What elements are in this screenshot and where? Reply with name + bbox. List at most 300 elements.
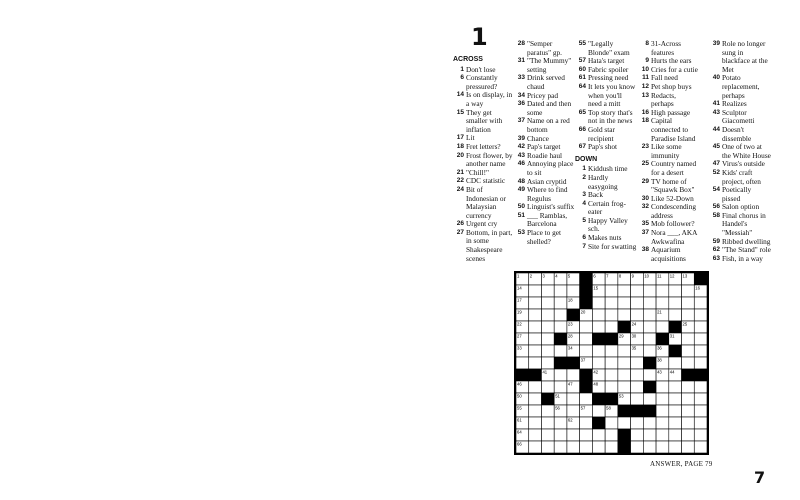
clue-text: Chance — [527, 133, 549, 143]
grid-cell[interactable] — [643, 417, 656, 429]
grid-cell[interactable] — [554, 321, 567, 333]
clue-item — [638, 203, 700, 220]
grid-cell[interactable] — [643, 309, 656, 321]
grid-cell-number: 24 — [631, 321, 637, 327]
clue-number: 17 — [456, 134, 464, 142]
grid-cell[interactable] — [682, 297, 695, 309]
grid-cell[interactable] — [541, 381, 554, 393]
clue-text: One of two at the White House — [722, 142, 771, 160]
grid-block-cell — [656, 333, 669, 345]
grid-cell-number: 3 — [542, 273, 545, 279]
grid-cell-number: 4 — [555, 273, 558, 279]
grid-cell[interactable] — [529, 357, 542, 369]
grid-cell[interactable] — [567, 441, 580, 453]
grid-cell[interactable] — [605, 417, 618, 429]
grid-cell[interactable] — [694, 309, 707, 321]
grid-cell-number: 36 — [657, 345, 662, 351]
grid-cell[interactable] — [541, 285, 554, 297]
grid-cell[interactable] — [541, 321, 554, 333]
grid-cell-number: 22 — [517, 321, 522, 327]
grid-block-cell — [580, 273, 593, 285]
grid-block-cell — [567, 357, 580, 369]
grid-cell[interactable] — [656, 441, 669, 453]
clue-item — [709, 169, 771, 186]
clue-number: 1 — [582, 165, 586, 173]
clue-number: 33 — [517, 74, 525, 82]
puzzle-number: 1 — [471, 23, 488, 51]
grid-cell-number: 29 — [618, 333, 624, 339]
grid-cell[interactable] — [669, 405, 682, 417]
grid-cell-number: 50 — [517, 393, 522, 399]
clue-item — [575, 126, 637, 143]
clue-number: 48 — [517, 177, 525, 185]
grid-cell[interactable] — [618, 417, 631, 429]
clue-item — [709, 126, 771, 143]
grid-cell[interactable] — [567, 369, 580, 381]
grid-cell[interactable] — [682, 441, 695, 453]
clue-number: 15 — [456, 108, 464, 116]
clue-number: 9 — [645, 57, 649, 65]
clue-item — [709, 255, 771, 264]
clue-number: 60 — [578, 65, 586, 73]
grid-cell[interactable] — [580, 345, 593, 357]
clue-number: 65 — [578, 108, 586, 116]
grid-block-cell — [592, 333, 605, 345]
clue-text: 31-Across features — [651, 39, 681, 57]
grid-cell[interactable] — [605, 345, 618, 357]
grid-cell[interactable] — [541, 333, 554, 345]
clue-number: 43 — [712, 108, 720, 116]
clue-text: Aquarium acquisitions — [651, 245, 686, 263]
grid-cell[interactable] — [580, 417, 593, 429]
grid-block-cell — [618, 429, 631, 441]
grid-cell[interactable] — [554, 309, 567, 321]
grid-cell[interactable] — [682, 285, 695, 297]
grid-cell-number: 45 — [682, 369, 688, 375]
grid-cell[interactable] — [694, 381, 707, 393]
grid-cell[interactable] — [643, 369, 656, 381]
grid-cell-number: 35 — [631, 345, 637, 351]
grid-cell[interactable] — [618, 357, 631, 369]
clue-text: Kiddush time — [588, 164, 628, 174]
clue-item — [453, 177, 515, 186]
grid-cell[interactable] — [618, 345, 631, 357]
clue-number: 46 — [517, 160, 525, 168]
grid-cell[interactable] — [554, 441, 567, 453]
clue-number: 24 — [456, 185, 464, 193]
grid-cell[interactable] — [656, 417, 669, 429]
crossword-grid-svg[interactable] — [516, 273, 707, 453]
clue-item — [709, 40, 771, 74]
clue-text: Place to get shelled? — [527, 228, 562, 246]
clue-text: Cries for a cutie — [651, 64, 698, 74]
clue-item — [514, 186, 576, 203]
grid-cell[interactable] — [656, 429, 669, 441]
grid-cell-number: 34 — [567, 345, 573, 351]
grid-block-cell — [669, 321, 682, 333]
clue-text: Certain frog-eater — [588, 198, 626, 217]
clue-item — [575, 83, 637, 109]
clue-item — [514, 212, 576, 229]
grid-cell[interactable] — [567, 285, 580, 297]
grid-cell[interactable] — [580, 429, 593, 441]
grid-cell[interactable] — [567, 429, 580, 441]
clue-item — [709, 109, 771, 126]
clue-item — [638, 117, 700, 143]
grid-cell-number: 37 — [580, 357, 586, 363]
grid-cell[interactable] — [605, 297, 618, 309]
grid-cell[interactable] — [516, 357, 529, 369]
clue-text: Fabric spoiler — [588, 64, 629, 74]
grid-cell[interactable] — [682, 393, 695, 405]
clue-text: Asian cryptid — [527, 176, 567, 186]
grid-cell-number: 31 — [669, 333, 675, 339]
clue-number: 27 — [456, 228, 464, 236]
clue-text: Poetically pissed — [722, 185, 752, 203]
clue-number: 14 — [456, 91, 464, 99]
grid-cell-number: 21 — [657, 309, 662, 315]
grid-cell[interactable] — [592, 297, 605, 309]
grid-cell[interactable] — [656, 297, 669, 309]
grid-cell[interactable] — [529, 285, 542, 297]
grid-cell[interactable] — [554, 345, 567, 357]
grid-cell[interactable] — [643, 333, 656, 345]
grid-cell[interactable] — [541, 417, 554, 429]
clue-number: 47 — [712, 160, 720, 168]
grid-block-cell — [580, 297, 593, 309]
clue-item — [453, 109, 515, 135]
grid-cell[interactable] — [631, 369, 644, 381]
grid-cell-number: 25 — [682, 321, 688, 327]
grid-cell[interactable] — [529, 333, 542, 345]
clue-number: 52 — [712, 168, 720, 176]
clue-number: 2 — [582, 173, 586, 181]
grid-cell[interactable] — [656, 381, 669, 393]
clue-column-2 — [514, 40, 576, 246]
clue-number: 66 — [578, 125, 586, 133]
grid-cell-number: 8 — [618, 273, 622, 279]
grid-cell[interactable] — [669, 357, 682, 369]
grid-cell[interactable] — [682, 345, 695, 357]
grid-cell[interactable] — [631, 417, 644, 429]
clue-text: Kids' craft project, often — [722, 167, 761, 186]
grid-cell[interactable] — [682, 333, 695, 345]
grid-cell[interactable] — [694, 321, 707, 333]
clue-text: Bottom, in part, in some Shakespeare scenes — [466, 227, 513, 263]
grid-cell[interactable] — [669, 297, 682, 309]
grid-cell-number: 7 — [606, 273, 609, 279]
crossword-grid[interactable] — [514, 271, 709, 455]
grid-cell[interactable] — [694, 441, 707, 453]
grid-cell[interactable] — [592, 321, 605, 333]
grid-cell[interactable] — [605, 369, 618, 381]
grid-cell[interactable] — [605, 441, 618, 453]
clue-text: Dated and then some — [527, 99, 572, 117]
grid-block-cell — [605, 393, 618, 405]
grid-cell[interactable] — [592, 345, 605, 357]
clue-text: Like some immunity — [651, 142, 682, 160]
clue-number: 37 — [641, 229, 649, 237]
grid-cell[interactable] — [631, 393, 644, 405]
grid-cell[interactable] — [541, 357, 554, 369]
clue-item — [575, 143, 637, 152]
grid-cell[interactable] — [605, 321, 618, 333]
grid-cell[interactable] — [631, 441, 644, 453]
grid-cell[interactable] — [554, 381, 567, 393]
grid-cell-number: 55 — [517, 405, 522, 411]
clue-item — [575, 200, 637, 217]
clue-item — [638, 92, 700, 109]
grid-cell[interactable] — [529, 345, 542, 357]
clue-text: Constantly pressured? — [466, 73, 498, 91]
clue-text: Virus's outside — [722, 159, 765, 169]
grid-block-cell — [694, 273, 707, 285]
grid-cell[interactable] — [605, 381, 618, 393]
grid-cell[interactable] — [592, 357, 605, 369]
grid-cell[interactable] — [580, 321, 593, 333]
grid-cell[interactable] — [694, 357, 707, 369]
grid-cell-number: 23 — [567, 321, 573, 327]
grid-cell[interactable] — [567, 405, 580, 417]
clue-item — [514, 57, 576, 74]
grid-cell[interactable] — [618, 309, 631, 321]
grid-cell[interactable] — [529, 393, 542, 405]
clue-text: Hata's target — [588, 56, 625, 66]
grid-cell[interactable] — [529, 429, 542, 441]
grid-block-cell — [592, 417, 605, 429]
grid-cell[interactable] — [682, 357, 695, 369]
grid-cell[interactable] — [694, 417, 707, 429]
clue-text: CDC statistic — [466, 176, 506, 186]
grid-cell[interactable] — [669, 417, 682, 429]
grid-cell[interactable] — [541, 309, 554, 321]
grid-cell-number: 13 — [682, 273, 688, 279]
clue-text: Happy Valley sch. — [588, 215, 628, 234]
grid-cell[interactable] — [618, 369, 631, 381]
grid-cell[interactable] — [643, 429, 656, 441]
grid-cell[interactable] — [618, 297, 631, 309]
clue-text: Pricey pad — [527, 90, 559, 100]
clue-item — [638, 229, 700, 246]
clue-number: 28 — [517, 40, 525, 47]
grid-cell[interactable] — [669, 429, 682, 441]
clue-item — [453, 229, 515, 263]
clue-text: Capital connected to Paradise Island — [651, 116, 696, 143]
clue-column-4 — [638, 40, 700, 263]
clue-number: 61 — [578, 74, 586, 82]
clue-text: Condescending address — [651, 202, 696, 220]
clue-number: 34 — [517, 91, 525, 99]
grid-cell[interactable] — [592, 309, 605, 321]
clue-text: "Chill!" — [466, 167, 489, 177]
clue-number: 7 — [582, 242, 586, 250]
grid-cell[interactable] — [580, 441, 593, 453]
clue-item — [514, 100, 576, 117]
clue-number: 57 — [578, 57, 586, 65]
grid-cell-number: 64 — [517, 429, 522, 435]
grid-cell[interactable] — [694, 405, 707, 417]
grid-cell[interactable] — [541, 345, 554, 357]
grid-cell[interactable] — [682, 405, 695, 417]
grid-cell-number: 67 — [618, 441, 624, 447]
clue-number: 43 — [517, 151, 525, 159]
grid-cell[interactable] — [605, 429, 618, 441]
grid-cell-number: 38 — [657, 357, 662, 363]
clue-text: Top story that's not in the news — [588, 107, 633, 126]
clue-text: Don't lose — [466, 64, 496, 74]
grid-cell[interactable] — [554, 297, 567, 309]
clue-text: Drink served chaud — [527, 73, 565, 91]
grid-cell[interactable] — [592, 429, 605, 441]
grid-cell[interactable] — [605, 357, 618, 369]
grid-cell[interactable] — [529, 297, 542, 309]
clue-item — [638, 178, 700, 195]
clue-number: 63 — [712, 254, 720, 262]
clue-number: 41 — [712, 100, 720, 108]
grid-cell[interactable] — [554, 285, 567, 297]
clue-text: Back — [588, 190, 603, 200]
clue-number: 3 — [582, 191, 586, 199]
clue-number: 31 — [517, 57, 525, 65]
clue-number: 10 — [641, 65, 649, 73]
clue-item — [453, 186, 515, 220]
grid-cell[interactable] — [669, 285, 682, 297]
grid-cell[interactable] — [529, 381, 542, 393]
grid-cell[interactable] — [529, 309, 542, 321]
clue-item — [638, 40, 700, 57]
grid-cell-number: 11 — [657, 273, 662, 279]
grid-cell[interactable] — [669, 393, 682, 405]
grid-cell[interactable] — [694, 429, 707, 441]
grid-cell-number: 18 — [567, 297, 573, 303]
grid-cell[interactable] — [682, 417, 695, 429]
clue-number: 64 — [578, 82, 586, 90]
grid-cell-number: 5 — [567, 273, 571, 279]
grid-cell[interactable] — [554, 417, 567, 429]
grid-cell[interactable] — [554, 369, 567, 381]
grid-block-cell — [618, 321, 631, 333]
grid-cell[interactable] — [631, 357, 644, 369]
grid-cell[interactable] — [682, 381, 695, 393]
clue-item — [575, 243, 637, 252]
clue-text: "The Mummy" setting — [527, 56, 572, 74]
grid-cell[interactable] — [631, 429, 644, 441]
grid-cell-number: 9 — [631, 273, 634, 279]
clue-number: 22 — [456, 177, 464, 185]
grid-cell-number: 19 — [517, 309, 522, 315]
clue-item — [514, 40, 576, 57]
clue-text: Pap's target — [527, 142, 561, 152]
grid-cell[interactable] — [529, 417, 542, 429]
grid-cell[interactable] — [656, 285, 669, 297]
clue-column-3 — [575, 40, 637, 251]
clue-number: 5 — [582, 216, 586, 224]
clue-item — [575, 217, 637, 234]
grid-cell[interactable] — [669, 309, 682, 321]
grid-cell[interactable] — [605, 285, 618, 297]
grid-cell[interactable] — [643, 297, 656, 309]
grid-cell[interactable] — [580, 333, 593, 345]
grid-cell[interactable] — [643, 393, 656, 405]
grid-cell[interactable] — [631, 309, 644, 321]
grid-cell[interactable] — [669, 381, 682, 393]
clue-text: It lets you know when you'll need a mitt — [588, 81, 636, 109]
clue-item — [709, 212, 771, 238]
grid-cell[interactable] — [694, 345, 707, 357]
grid-cell-number: 48 — [593, 381, 599, 387]
grid-cell[interactable] — [529, 321, 542, 333]
grid-block-cell — [554, 357, 567, 369]
grid-cell[interactable] — [554, 429, 567, 441]
grid-cell[interactable] — [592, 405, 605, 417]
grid-cell[interactable] — [618, 285, 631, 297]
clue-number: 49 — [517, 186, 525, 194]
grid-cell[interactable] — [694, 393, 707, 405]
clue-column-1 — [453, 40, 515, 263]
grid-cell[interactable] — [529, 405, 542, 417]
clue-number: 18 — [641, 117, 649, 125]
clue-text: Gold star recipient — [588, 124, 615, 143]
grid-cell-number: 66 — [517, 441, 522, 447]
grid-cell-number: 53 — [618, 393, 624, 399]
grid-cell[interactable] — [618, 381, 631, 393]
grid-cell[interactable] — [669, 441, 682, 453]
clue-number: 56 — [712, 203, 720, 211]
grid-cell[interactable] — [592, 441, 605, 453]
grid-cell[interactable] — [656, 405, 669, 417]
clue-number: 54 — [712, 186, 720, 194]
grid-cell[interactable] — [694, 333, 707, 345]
grid-cell[interactable] — [656, 393, 669, 405]
grid-cell[interactable] — [682, 309, 695, 321]
grid-cell[interactable] — [631, 381, 644, 393]
grid-cell[interactable] — [580, 393, 593, 405]
grid-cell[interactable] — [605, 309, 618, 321]
grid-cell[interactable] — [567, 393, 580, 405]
grid-cell[interactable] — [656, 321, 669, 333]
clue-text: ___ Ramblas, Barcelona — [527, 210, 568, 229]
grid-cell-number: 30 — [631, 333, 637, 339]
grid-cell[interactable] — [643, 321, 656, 333]
clue-number: 35 — [641, 220, 649, 228]
grid-cell[interactable] — [541, 297, 554, 309]
clue-item — [575, 174, 637, 191]
clue-number: 42 — [517, 143, 525, 151]
grid-cell[interactable] — [694, 297, 707, 309]
clue-text: Fret letters? — [466, 141, 501, 151]
clue-number: 58 — [712, 211, 720, 219]
clue-text: TV home of "Squawk Box" — [651, 176, 695, 195]
grid-cell[interactable] — [541, 405, 554, 417]
grid-cell[interactable] — [541, 441, 554, 453]
grid-cell[interactable] — [631, 285, 644, 297]
clue-text: Fall need — [651, 73, 678, 83]
grid-cell[interactable] — [631, 297, 644, 309]
clue-column-5 — [709, 40, 771, 263]
grid-cell[interactable] — [682, 429, 695, 441]
page-number: 7 — [754, 468, 766, 487]
clue-item — [453, 91, 515, 108]
grid-cell[interactable] — [643, 345, 656, 357]
clue-text: Bit of Indonesian or Malaysian currency — [466, 184, 506, 220]
grid-cell[interactable] — [541, 429, 554, 441]
clue-text: Sculptor Giacometti — [722, 107, 755, 126]
grid-block-cell — [580, 285, 593, 297]
grid-cell[interactable] — [529, 441, 542, 453]
grid-cell[interactable] — [643, 441, 656, 453]
grid-cell-number: 2 — [529, 273, 533, 279]
grid-cell[interactable] — [643, 285, 656, 297]
